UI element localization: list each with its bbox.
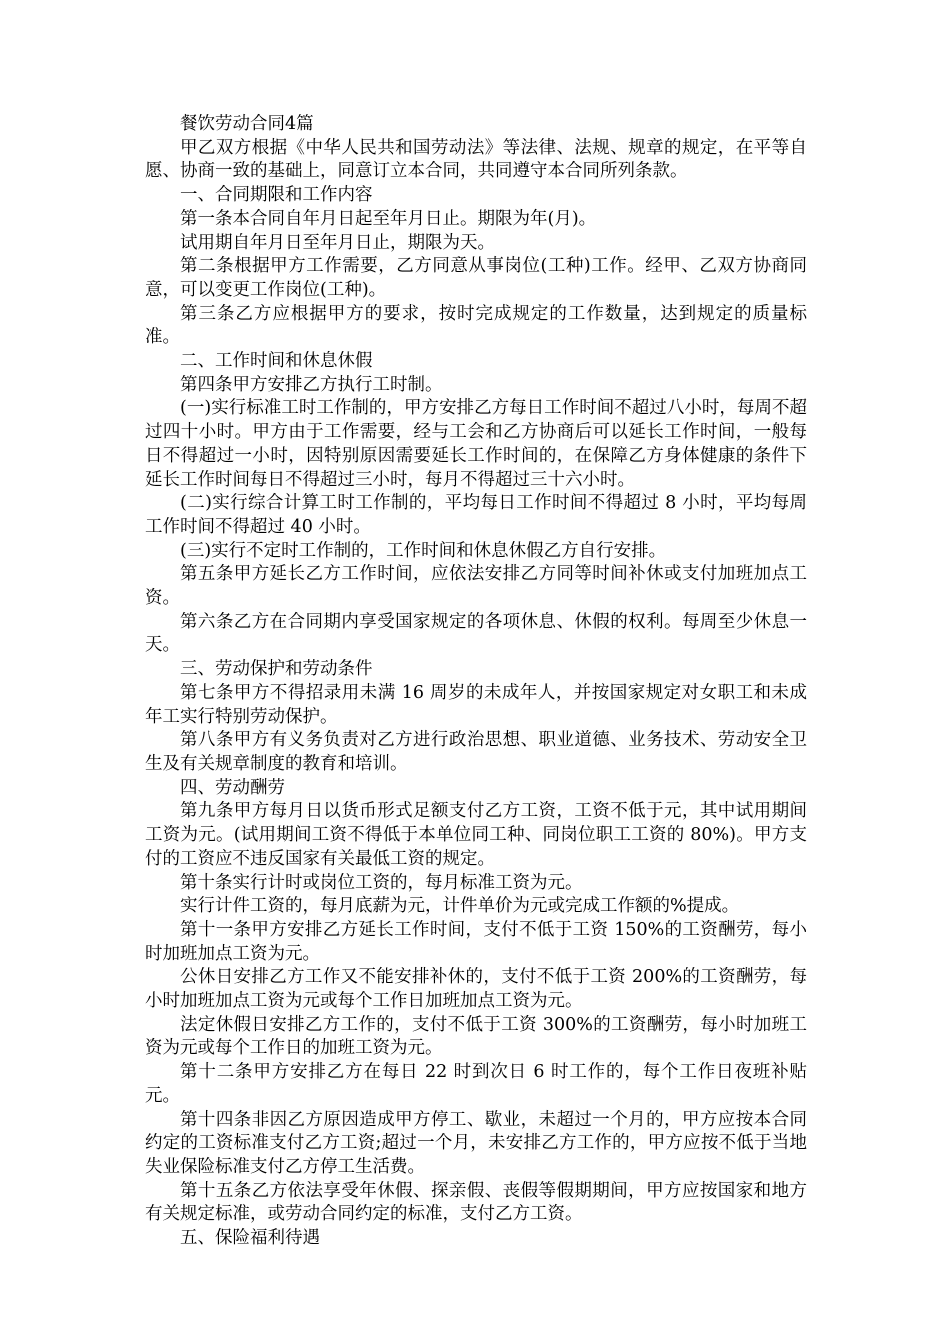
article-8: 第八条甲方有义务负责对乙方进行政治思想、职业道德、业务技术、劳动安全卫生及有关规章制度的教育和培训。	[145, 730, 807, 774]
section-heading-1: 一、合同期限和工作内容	[180, 185, 373, 206]
holiday-clause: 法定休假日安排乙方工作的，支付不低于工资 300%的工资酬劳，每小时加班工资为元或每个工作日的加班工资为元。	[145, 1014, 807, 1059]
article-4-item-1: (一)实行标准工时工作制的，甲方安排乙方每日工作时间不超过八小时，每周不超过四十小时。甲方由于工作需要，经与工会和乙方协商后可以延长工作时间，一般每日不得超过一小时，因特别原因需要延长工作时间的，在保障乙方身体健康的条件下延长工作时间每日不得超过三小时，每月不得超过三十六小时。	[145, 398, 807, 490]
article-4-item-2: (二)实行综合计算工时工作制的，平均每日工作时间不得超过 8 小时，平均每周工作时间不得超过 40 小时。	[145, 493, 807, 537]
document-title: 餐饮劳动合同4篇	[180, 114, 314, 134]
article-2: 第二条根据甲方工作需要，乙方同意从事岗位(工种)工作。经甲、乙双方协商同意，可以变更工作岗位(工种)。	[145, 256, 807, 300]
paragraph-preamble: 甲乙双方根据《中华人民共和国劳动法》等法律、法规、规章的规定，在平等自愿、协商一致的基础上，同意订立本合同，共同遵守本合同所列条款。	[145, 137, 807, 182]
article-15: 第十五条乙方依法享受年休假、探亲假、丧假等假期期间，甲方应按国家和地方有关规定标准，或劳动合同约定的标准，支付乙方工资。	[145, 1180, 807, 1225]
article-14: 第十四条非因乙方原因造成甲方停工、歇业，未超过一个月的，甲方应按本合同约定的工资标准支付乙方工资;超过一个月，未安排乙方工作的，甲方应按不低于当地失业保险标准支付乙方停工生活费。	[145, 1109, 807, 1177]
article-3: 第三条乙方应根据甲方的要求，按时完成规定的工作数量，达到规定的质量标准。	[145, 303, 807, 348]
rest-day-clause: 公休日安排乙方工作又不能安排补休的，支付不低于工资 200%的工资酬劳，每小时加班加点工资为元或每个工作日加班加点工资为元。	[145, 967, 807, 1012]
section-heading-2: 二、工作时间和休息休假	[180, 351, 373, 372]
probation-clause: 试用期自年月日至年月日止，期限为天。	[180, 232, 495, 253]
section-heading-5: 五、保险福利待遇	[180, 1228, 320, 1249]
article-9: 第九条甲方每月日以货币形式足额支付乙方工资，工资不低于元，其中试用期间工资为元。(试用期间工资不得低于本单位同工种、同岗位职工工资的 80%)。甲方支付的工资应不违反国家有关最低工资的规定。	[145, 801, 807, 869]
piecework-clause: 实行计件工资的，每月底薪为元，计件单价为元或完成工作额的%提成。	[180, 896, 740, 917]
article-7: 第七条甲方不得招录用未满 16 周岁的未成年人，并按国家规定对女职工和未成年工实行特别劳动保护。	[145, 682, 807, 727]
article-4-item-3: (三)实行不定时工作制的，工作时间和休息休假乙方自行安排。	[180, 540, 667, 561]
article-12: 第十二条甲方安排乙方在每日 22 时到次日 6 时工作的，每个工作日夜班补贴元。	[145, 1062, 807, 1106]
article-11: 第十一条甲方安排乙方延长工作时间，支付不低于工资 150%的工资酬劳，每小时加班加点工资为元。	[145, 919, 807, 964]
article-10: 第十条实行计时或岗位工资的，每月标准工资为元。	[180, 872, 583, 893]
article-6: 第六条乙方在合同期内享受国家规定的各项休息、休假的权利。每周至少休息一天。	[145, 611, 807, 656]
article-5: 第五条甲方延长乙方工作时间，应依法安排乙方同等时间补休或支付加班加点工资。	[145, 564, 807, 609]
article-1: 第一条本合同自年月日起至年月日止。期限为年(月)。	[180, 208, 597, 229]
article-4: 第四条甲方安排乙方执行工时制。	[180, 374, 443, 395]
document-page	[145, 113, 807, 1251]
section-heading-4: 四、劳动酬劳	[180, 777, 285, 798]
section-heading-3: 三、劳动保护和劳动条件	[180, 659, 373, 680]
